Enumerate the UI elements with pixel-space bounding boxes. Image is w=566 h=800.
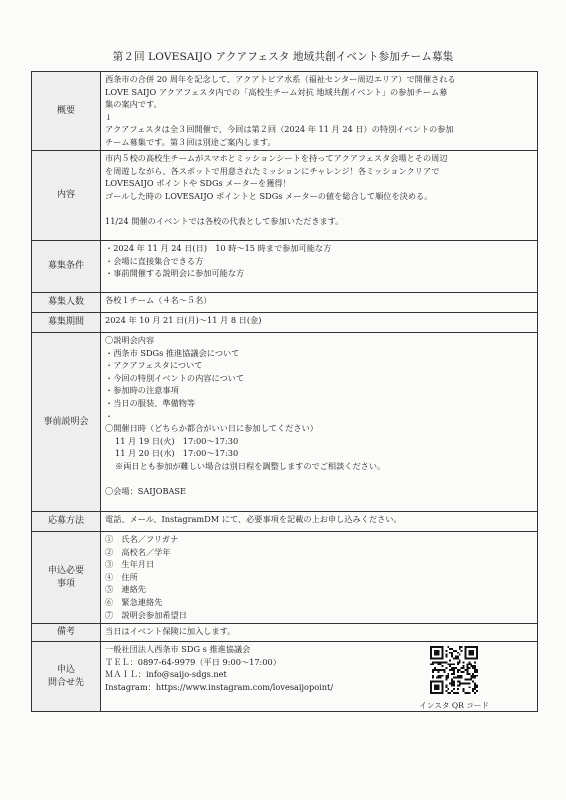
content-line: を周遊しながら、各スポットで用意されたミッションにチャレンジ！各ミッションクリアで bbox=[105, 165, 440, 176]
content-line: ② 高校名／学年 bbox=[105, 546, 171, 557]
content-line: チーム募集です。第３回は別途ご案内します。 bbox=[105, 136, 276, 147]
content-line: ⑥ 緊急連絡先 bbox=[105, 596, 163, 607]
table-row-apply-method bbox=[32, 512, 538, 532]
qr-block bbox=[419, 646, 489, 712]
content-line: 一般社団法人西条市 SDG s 推進協議会 bbox=[105, 644, 251, 654]
info-table bbox=[31, 71, 538, 712]
content-line: ※両日とも参加が難しい場合は別日程を調整しますのでご相談ください。 bbox=[115, 460, 386, 471]
row-label-content: 内容 bbox=[32, 151, 101, 241]
content-line: 〇会場：SAIJOBASE bbox=[105, 486, 187, 497]
table-row-recruit-period bbox=[32, 313, 538, 333]
content-line: ③ 生年月日 bbox=[105, 559, 155, 570]
content-line: ⑦ 説明会参加希望日 bbox=[105, 609, 187, 620]
content-line: ⑤ 連絡先 bbox=[105, 584, 146, 595]
content-line: 11 月 20 日(水) 17:00～17:30 bbox=[115, 448, 239, 459]
content-line: 11 月 19 日(火) 17:00～17:30 bbox=[115, 435, 239, 446]
content-line: ・アクアフェスタについて bbox=[105, 360, 203, 371]
table-row-required-items bbox=[32, 532, 538, 624]
content-line: 集の案内です。 bbox=[105, 99, 162, 110]
content-line: LOVE SAIJO アクアフェスタ内での「高校生チーム対抗 地域共創イベント」の参加チーム募 bbox=[105, 86, 448, 97]
row-content-required-items bbox=[101, 532, 538, 624]
content-line bbox=[105, 473, 534, 486]
row-content-overview bbox=[101, 72, 538, 151]
content-line: LOVESAIJO ポイントや SDGs メーターを獲得！ bbox=[105, 178, 291, 189]
row-label-requirements: 募集条件 bbox=[32, 241, 101, 293]
row-content-requirements bbox=[101, 241, 538, 293]
content-line: ・会場に直接集合できる方 bbox=[105, 255, 204, 266]
content-line: ＭＡＩＬ：info@saijo-sdgs.net bbox=[105, 669, 227, 680]
content-line: ・事前開催する説明会に参加可能な方 bbox=[105, 268, 245, 279]
content-line: 当日はイベント保険に加入します。 bbox=[105, 626, 236, 636]
content-line bbox=[105, 202, 534, 215]
content-line: ゴールした時の LOVESAIJO ポイントと SDGs メーターの値を総合して順位を決める。 bbox=[105, 190, 433, 201]
table-row-content bbox=[32, 151, 538, 241]
content-line: 2024 年 10 月 21 日(月)～11 月 8 日(金) bbox=[105, 315, 262, 325]
row-content-apply-method bbox=[101, 512, 538, 532]
content-line: ・西条市 SDGs 推進協議会について bbox=[105, 347, 240, 358]
content-line: ＴＥＬ：0897-64-9979（平日 9:00～17:00） bbox=[105, 656, 281, 667]
row-content-content bbox=[101, 151, 538, 241]
row-label-recruit-period: 募集期間 bbox=[32, 313, 101, 333]
page-title: 第２回 LOVESAIJO アクアフェスタ 地域共創イベント参加チーム募集 bbox=[112, 51, 454, 63]
content-line: ④ 住所 bbox=[105, 571, 138, 582]
content-line: ・参加時の注意事項 bbox=[105, 385, 179, 396]
row-content-contact bbox=[101, 642, 538, 712]
content-line: ・2024 年 11 月 24 日(日) 10 時～15 時まで参加可能な方 bbox=[105, 243, 332, 253]
table-row-remarks bbox=[32, 624, 538, 642]
content-line: アクアフェスタは全３回開催で、今回は第２回（2024 年 11 月 24 日）の特別イベントの参加 bbox=[105, 124, 454, 135]
content-line: 〇開催日時（どちらか都合がいい日に参加してください） bbox=[105, 423, 318, 434]
row-label-required-items: 申込必要 事項 bbox=[32, 532, 101, 624]
table-row-requirements bbox=[32, 241, 538, 293]
content-line: ① 氏名／フリガナ bbox=[105, 534, 179, 544]
row-label-remarks: 備考 bbox=[32, 624, 101, 642]
row-label-overview: 概要 bbox=[32, 72, 101, 151]
content-line: ・当日の服装、準備物等 bbox=[105, 397, 196, 408]
qr-code-icon[interactable] bbox=[430, 646, 478, 694]
content-line: 〇説明会内容 bbox=[105, 335, 155, 345]
content-line: 西条市の合併 20 周年を記念して、アクアトピア水系（福祉センター周辺エリア）で開催される bbox=[105, 74, 456, 84]
row-label-apply-method: 応募方法 bbox=[32, 512, 101, 532]
row-content-briefing bbox=[101, 333, 538, 512]
row-content-remarks bbox=[101, 624, 538, 642]
row-content-recruit-period bbox=[101, 313, 538, 333]
row-content-recruit-count bbox=[101, 293, 538, 313]
content-line: ↓ bbox=[105, 111, 112, 122]
row-label-briefing: 事前説明会 bbox=[32, 333, 101, 512]
content-line: 電話、メール、InstagramDM にて、必要事項を記載の上お申し込みください。 bbox=[105, 514, 402, 524]
row-label-recruit-count: 募集人数 bbox=[32, 293, 101, 313]
content-line: ・ bbox=[105, 410, 114, 421]
content-line: 各校１チーム（４名～５名） bbox=[105, 295, 212, 305]
content-line: 11/24 開催のイベントでは各校の代表として参加いただきます。 bbox=[105, 215, 344, 226]
table-row-recruit-count bbox=[32, 293, 538, 313]
content-line: 市内５校の高校生チームがスマホとミッションシートを持ってアクアフェスタ会場とその周辺 bbox=[105, 153, 448, 163]
row-label-contact: 申込 問合せ先 bbox=[32, 642, 101, 712]
qr-caption: インスタ QR コード bbox=[419, 701, 489, 710]
table-row-overview bbox=[32, 72, 538, 151]
content-line: Instagram：https://www.instagram.com/lovesaijopoint/ bbox=[105, 681, 334, 692]
info-table-body bbox=[32, 72, 538, 712]
table-row-contact bbox=[32, 642, 538, 712]
table-row-briefing bbox=[32, 333, 538, 512]
content-line: ・今回の特別イベントの内容について bbox=[105, 372, 245, 383]
